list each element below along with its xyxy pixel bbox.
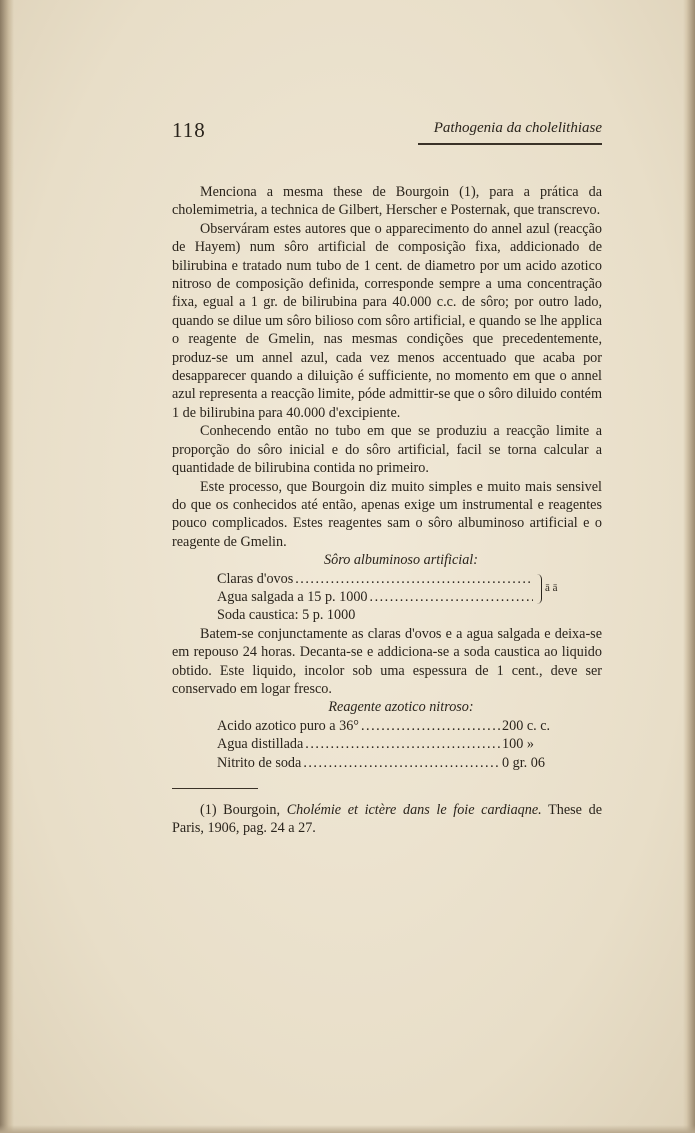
brace-label: ā ā xyxy=(545,581,558,594)
footnote-marker: (1) Bourgoin, xyxy=(200,802,281,818)
header-rule xyxy=(418,143,602,145)
list-item xyxy=(217,588,535,606)
page-header xyxy=(172,118,602,144)
serum-heading: Sôro albuminoso artificial: xyxy=(324,552,478,569)
serum-ingredients xyxy=(217,570,602,625)
paragraph-5: Batem-se conjunctamente as claras d'ovos e a agua salgada e deixa-se em repouso 24 horas. Decanta-se e addiciona-se a soda caustica ao liquido obtido. Este liquido, incolor sob uma espessura de 1 cent., deve ser conservado em logar fresco. xyxy=(172,625,602,697)
ingredient-amount: 200 c. c. xyxy=(502,717,551,734)
reagent-heading: Reagente azotico nitroso: xyxy=(328,699,474,716)
footnote xyxy=(172,801,602,838)
footnote-title: Cholémie et ictère dans le foie cardiaqne. xyxy=(286,802,542,818)
list-item xyxy=(217,606,535,624)
page-number: 118 xyxy=(172,118,206,142)
page-right-edge xyxy=(683,0,695,1133)
ingredient-label: Claras d'ovos xyxy=(217,570,294,587)
dot-leader xyxy=(295,570,533,588)
ingredient-label: Acido azotico puro a 36° xyxy=(217,717,359,734)
running-head: Pathogenia da cholelithiase xyxy=(433,120,602,136)
ingredient-label: Agua salgada a 15 p. 1000 xyxy=(217,588,368,605)
body-text xyxy=(172,183,602,838)
ingredient-amount: 0 gr. 06 xyxy=(502,754,545,771)
ingredient-amount: 100 » xyxy=(502,736,534,753)
dot-leader xyxy=(305,735,500,753)
dot-leader xyxy=(303,754,500,772)
page-bottom-edge xyxy=(0,1125,695,1133)
list-item xyxy=(217,735,562,753)
ingredient-label: Agua distillada xyxy=(217,736,304,753)
list-item xyxy=(217,717,562,735)
dot-leader xyxy=(361,717,500,735)
page-left-edge xyxy=(0,0,14,1133)
footnote-rest: These de Paris, 1906, pag. 24 a 27. xyxy=(172,802,602,837)
reagent-ingredients xyxy=(217,717,602,772)
list-item xyxy=(217,570,535,588)
paragraph-1: Menciona a mesma these de Bourgoin (1), para a prática da cholemimetria, a technica de Gilbert, Herscher e Posternak, que transcrevo. xyxy=(172,184,602,219)
paragraph-2: Observáram estes autores que o apparecimento do annel azul (reacção de Hayem) num sôro artificial de composição fixa, addicionado de bilirubina e tratado num tubo de 1 cent. de diametro por um acido azotico nitroso de composição definida, corresponde sempre a uma concentração fixa, egual a 1 gr. de bilirubina para 40.000 c.c. de sôro; por outro lado, quando se dilue um sôro bilioso com sôro artificial, e quando se lhe applica o reagente de Gmelin, nas mesmas condições que precedentemente, produz-se um annel azul, cada vez menos accentuado que acaba por desapparecer quando a diluição é sufficiente, no momento em que o annel azul representa a reacção limite, póde admittir-se que o sôro diluido contém 1 de bilirubina para 40.000 d'excipiente. xyxy=(172,220,602,421)
paragraph-3: Conhecendo então no tubo em que se produziu a reacção limite a proporção do sôro inicial e do sôro artificial, facil se torna calcular a quantidade de bilirubina contida no primeiro. xyxy=(172,423,602,477)
brace-symbol xyxy=(537,572,561,604)
footnote-rule xyxy=(172,788,258,789)
dot-leader xyxy=(370,588,533,606)
list-item xyxy=(217,754,562,772)
footnote-text xyxy=(172,801,602,838)
ingredient-label: Nitrito de soda xyxy=(217,754,302,771)
ingredient-label: Soda caustica: 5 p. 1000 xyxy=(217,607,356,624)
paragraph-4: Este processo, que Bourgoin diz muito simples e muito mais sensivel do que os conhecidos até então, apenas exige um instrumental e reagentes pouco complicados. Estes reagentes sam o sôro albuminoso artificial e o reagente de Gmelin. xyxy=(172,478,602,550)
